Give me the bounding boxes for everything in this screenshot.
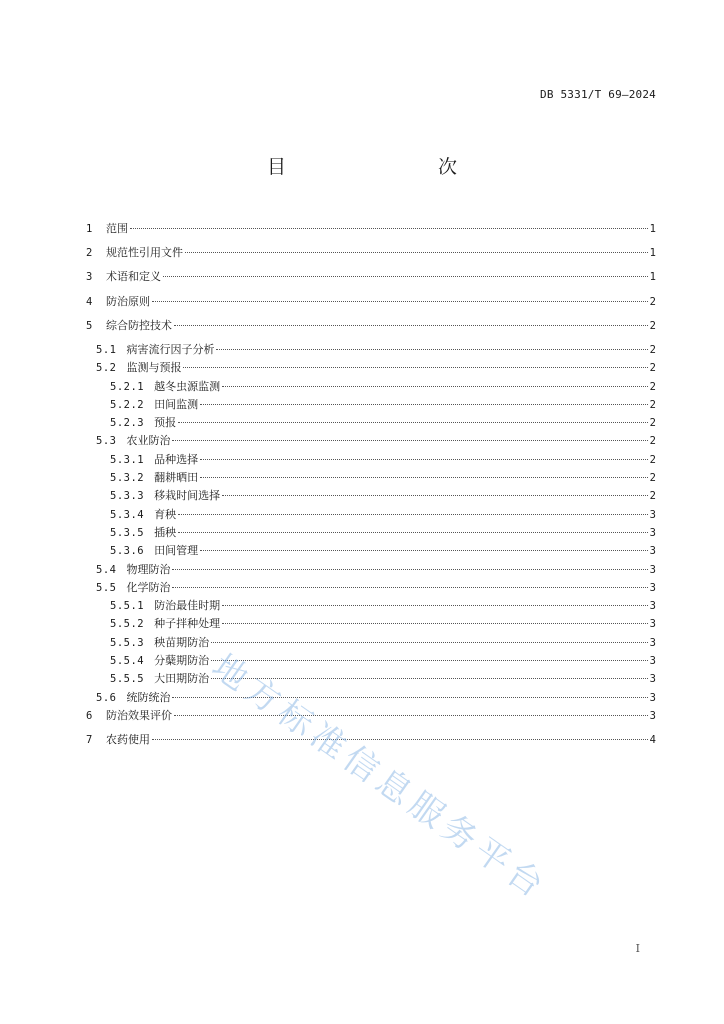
toc-entry-title: 化学防治 — [126, 580, 171, 594]
toc-dot-leader — [163, 276, 648, 277]
toc-entry-number: 5.2 — [96, 362, 117, 375]
toc-entry[interactable] — [86, 707, 656, 731]
toc-entry-number: 7 — [86, 734, 93, 747]
toc-dot-leader — [172, 697, 647, 698]
toc-entry[interactable] — [86, 506, 656, 524]
toc-entry-page: 2 — [649, 490, 656, 503]
toc-entry-number: 5.3 — [96, 435, 117, 448]
toc-entry-number: 5.5 — [96, 581, 117, 594]
toc-entry-page: 1 — [649, 223, 656, 235]
toc-entry[interactable] — [86, 579, 656, 597]
toc-entry-number: 4 — [86, 295, 93, 308]
toc-entry-title: 插秧 — [154, 525, 177, 539]
toc-entry[interactable] — [86, 378, 656, 396]
toc-entry-title: 越冬虫源监测 — [154, 379, 221, 393]
toc-entry-number: 5 — [86, 319, 93, 332]
toc-entry-title: 种子拌种处理 — [154, 617, 221, 631]
toc-entry-title: 田间管理 — [154, 544, 199, 558]
toc-entry-title: 预报 — [154, 416, 177, 430]
toc-dot-leader — [185, 252, 648, 253]
toc-entry[interactable] — [86, 670, 656, 688]
toc-entry-number: 5.6 — [96, 691, 117, 704]
toc-entry-page: 3 — [649, 709, 656, 722]
toc-entry-page: 2 — [649, 380, 656, 393]
toc-entry-page: 3 — [649, 508, 656, 521]
toc-entry-title: 田间监测 — [154, 397, 199, 411]
toc-entry-title: 分蘖期防治 — [154, 653, 210, 667]
toc-dot-leader — [200, 477, 648, 478]
toc-entry-number: 5.2.2 — [110, 398, 145, 411]
toc-entry-number: 5.5.4 — [110, 654, 145, 667]
toc-entry-page: 3 — [649, 545, 656, 558]
toc-entry[interactable] — [86, 634, 656, 652]
table-of-contents — [86, 220, 656, 755]
toc-entry-page: 1 — [649, 271, 656, 284]
toc-dot-leader — [174, 715, 648, 716]
toc-entry-number: 3 — [86, 271, 93, 284]
toc-entry-title: 术语和定义 — [106, 270, 161, 284]
toc-entry-title: 统防统治 — [126, 690, 171, 704]
toc-dot-leader — [211, 642, 648, 643]
toc-entry-page: 3 — [649, 691, 656, 704]
toc-entry-number: 5.5.1 — [110, 600, 145, 613]
toc-entry[interactable] — [86, 359, 656, 377]
toc-entry-title: 品种选择 — [154, 452, 199, 466]
toc-dot-leader — [152, 301, 648, 302]
toc-entry-number: 5.1 — [96, 343, 117, 356]
toc-entry[interactable] — [86, 268, 656, 292]
toc-dot-leader — [222, 623, 648, 624]
toc-entry-title: 秧苗期防治 — [154, 635, 210, 649]
document-code: DB 5331/T 69—2024 — [540, 88, 656, 101]
toc-entry-number: 5.2.1 — [110, 380, 145, 393]
watermark: 地方标准信息服务平台 — [204, 646, 556, 909]
toc-entry-page: 3 — [649, 581, 656, 594]
toc-entry-title: 翻耕晒田 — [154, 471, 199, 485]
toc-entry-number: 1 — [86, 223, 93, 235]
toc-entry-page: 1 — [649, 247, 656, 260]
toc-entry-title: 防治最佳时期 — [154, 599, 221, 613]
toc-entry-number: 5.3.3 — [110, 490, 145, 503]
toc-dot-leader — [152, 739, 648, 740]
toc-entry[interactable] — [86, 689, 656, 707]
toc-entry-title: 大田期防治 — [154, 672, 210, 686]
toc-entry-number: 5.2.3 — [110, 417, 145, 430]
toc-entry-page: 2 — [649, 472, 656, 485]
toc-dot-leader — [178, 532, 648, 533]
toc-entry-page: 2 — [649, 295, 656, 308]
toc-entry[interactable] — [86, 293, 656, 317]
toc-entry[interactable] — [86, 341, 656, 359]
toc-dot-leader — [222, 605, 648, 606]
toc-entry-page: 2 — [649, 398, 656, 411]
toc-entry[interactable] — [86, 414, 656, 432]
toc-entry-page: 3 — [649, 563, 656, 576]
toc-entry-page: 3 — [649, 636, 656, 649]
toc-entry[interactable] — [86, 524, 656, 542]
toc-entry-page: 2 — [649, 417, 656, 430]
toc-entry-number: 5.3.2 — [110, 472, 145, 485]
toc-dot-leader — [172, 569, 647, 570]
toc-entry-title: 病害流行因子分析 — [126, 342, 215, 356]
toc-dot-leader — [222, 495, 648, 496]
toc-entry-title: 范围 — [106, 222, 128, 235]
toc-dot-leader — [178, 422, 648, 423]
toc-entry-page: 3 — [649, 526, 656, 539]
toc-dot-leader — [211, 678, 648, 679]
toc-entry[interactable] — [86, 432, 656, 450]
toc-entry-number: 5.5.3 — [110, 636, 145, 649]
toc-entry-title: 防治原则 — [106, 294, 150, 308]
toc-entry[interactable] — [86, 652, 656, 670]
toc-entry-number: 5.3.5 — [110, 526, 145, 539]
toc-entry[interactable] — [86, 451, 656, 469]
toc-dot-leader — [222, 386, 648, 387]
toc-entry-title: 农药使用 — [106, 733, 150, 747]
toc-entry-page: 3 — [649, 673, 656, 686]
toc-dot-leader — [178, 514, 648, 515]
toc-dot-leader — [174, 325, 648, 326]
toc-entry-number: 2 — [86, 247, 93, 260]
toc-dot-leader — [183, 367, 647, 368]
toc-entry-page: 2 — [649, 319, 656, 332]
toc-entry-page: 3 — [649, 654, 656, 667]
toc-entry-title: 育秧 — [154, 507, 177, 521]
toc-entry[interactable] — [86, 542, 656, 560]
toc-entry-title: 移栽时间选择 — [154, 489, 221, 503]
toc-entry-number: 5.5.5 — [110, 673, 145, 686]
toc-entry-page: 2 — [649, 435, 656, 448]
toc-dot-leader — [172, 440, 647, 441]
toc-entry-number: 5.3.1 — [110, 453, 145, 466]
toc-entry-page: 2 — [649, 453, 656, 466]
toc-entry[interactable] — [86, 469, 656, 487]
toc-dot-leader — [130, 228, 648, 229]
toc-entry-title: 综合防控技术 — [106, 318, 172, 332]
toc-entry-title: 农业防治 — [126, 434, 171, 448]
toc-dot-leader — [172, 587, 647, 588]
toc-dot-leader — [200, 459, 648, 460]
toc-entry-title: 防治效果评价 — [106, 708, 172, 722]
toc-entry[interactable] — [86, 317, 656, 341]
toc-title: 目 次 — [266, 156, 495, 178]
toc-entry-number: 5.4 — [96, 563, 117, 576]
toc-entry[interactable] — [86, 244, 656, 268]
toc-entry-number: 5.5.2 — [110, 618, 145, 631]
toc-entry-number: 6 — [86, 709, 93, 722]
toc-entry[interactable] — [86, 615, 656, 633]
toc-dot-leader — [200, 404, 648, 405]
toc-entry-page: 2 — [649, 343, 656, 356]
toc-dot-leader — [211, 660, 648, 661]
toc-entry[interactable] — [86, 731, 656, 755]
toc-entry-title: 监测与预报 — [126, 361, 182, 375]
page-number: I — [635, 942, 640, 955]
toc-entry[interactable] — [86, 396, 656, 414]
toc-entry-page: 2 — [649, 362, 656, 375]
toc-entry-number: 5.3.6 — [110, 545, 145, 558]
toc-entry-title: 物理防治 — [126, 562, 171, 576]
toc-entry-title: 规范性引用文件 — [106, 246, 183, 260]
toc-entry-page: 3 — [649, 600, 656, 613]
toc-dot-leader — [200, 550, 648, 551]
toc-entry[interactable] — [86, 561, 656, 579]
toc-entry-number: 5.3.4 — [110, 508, 145, 521]
toc-entry-page: 4 — [649, 734, 656, 747]
toc-entry[interactable] — [86, 220, 656, 244]
toc-entry[interactable] — [86, 597, 656, 615]
toc-entry-page: 3 — [649, 618, 656, 631]
toc-entry[interactable] — [86, 487, 656, 505]
toc-dot-leader — [216, 349, 647, 350]
